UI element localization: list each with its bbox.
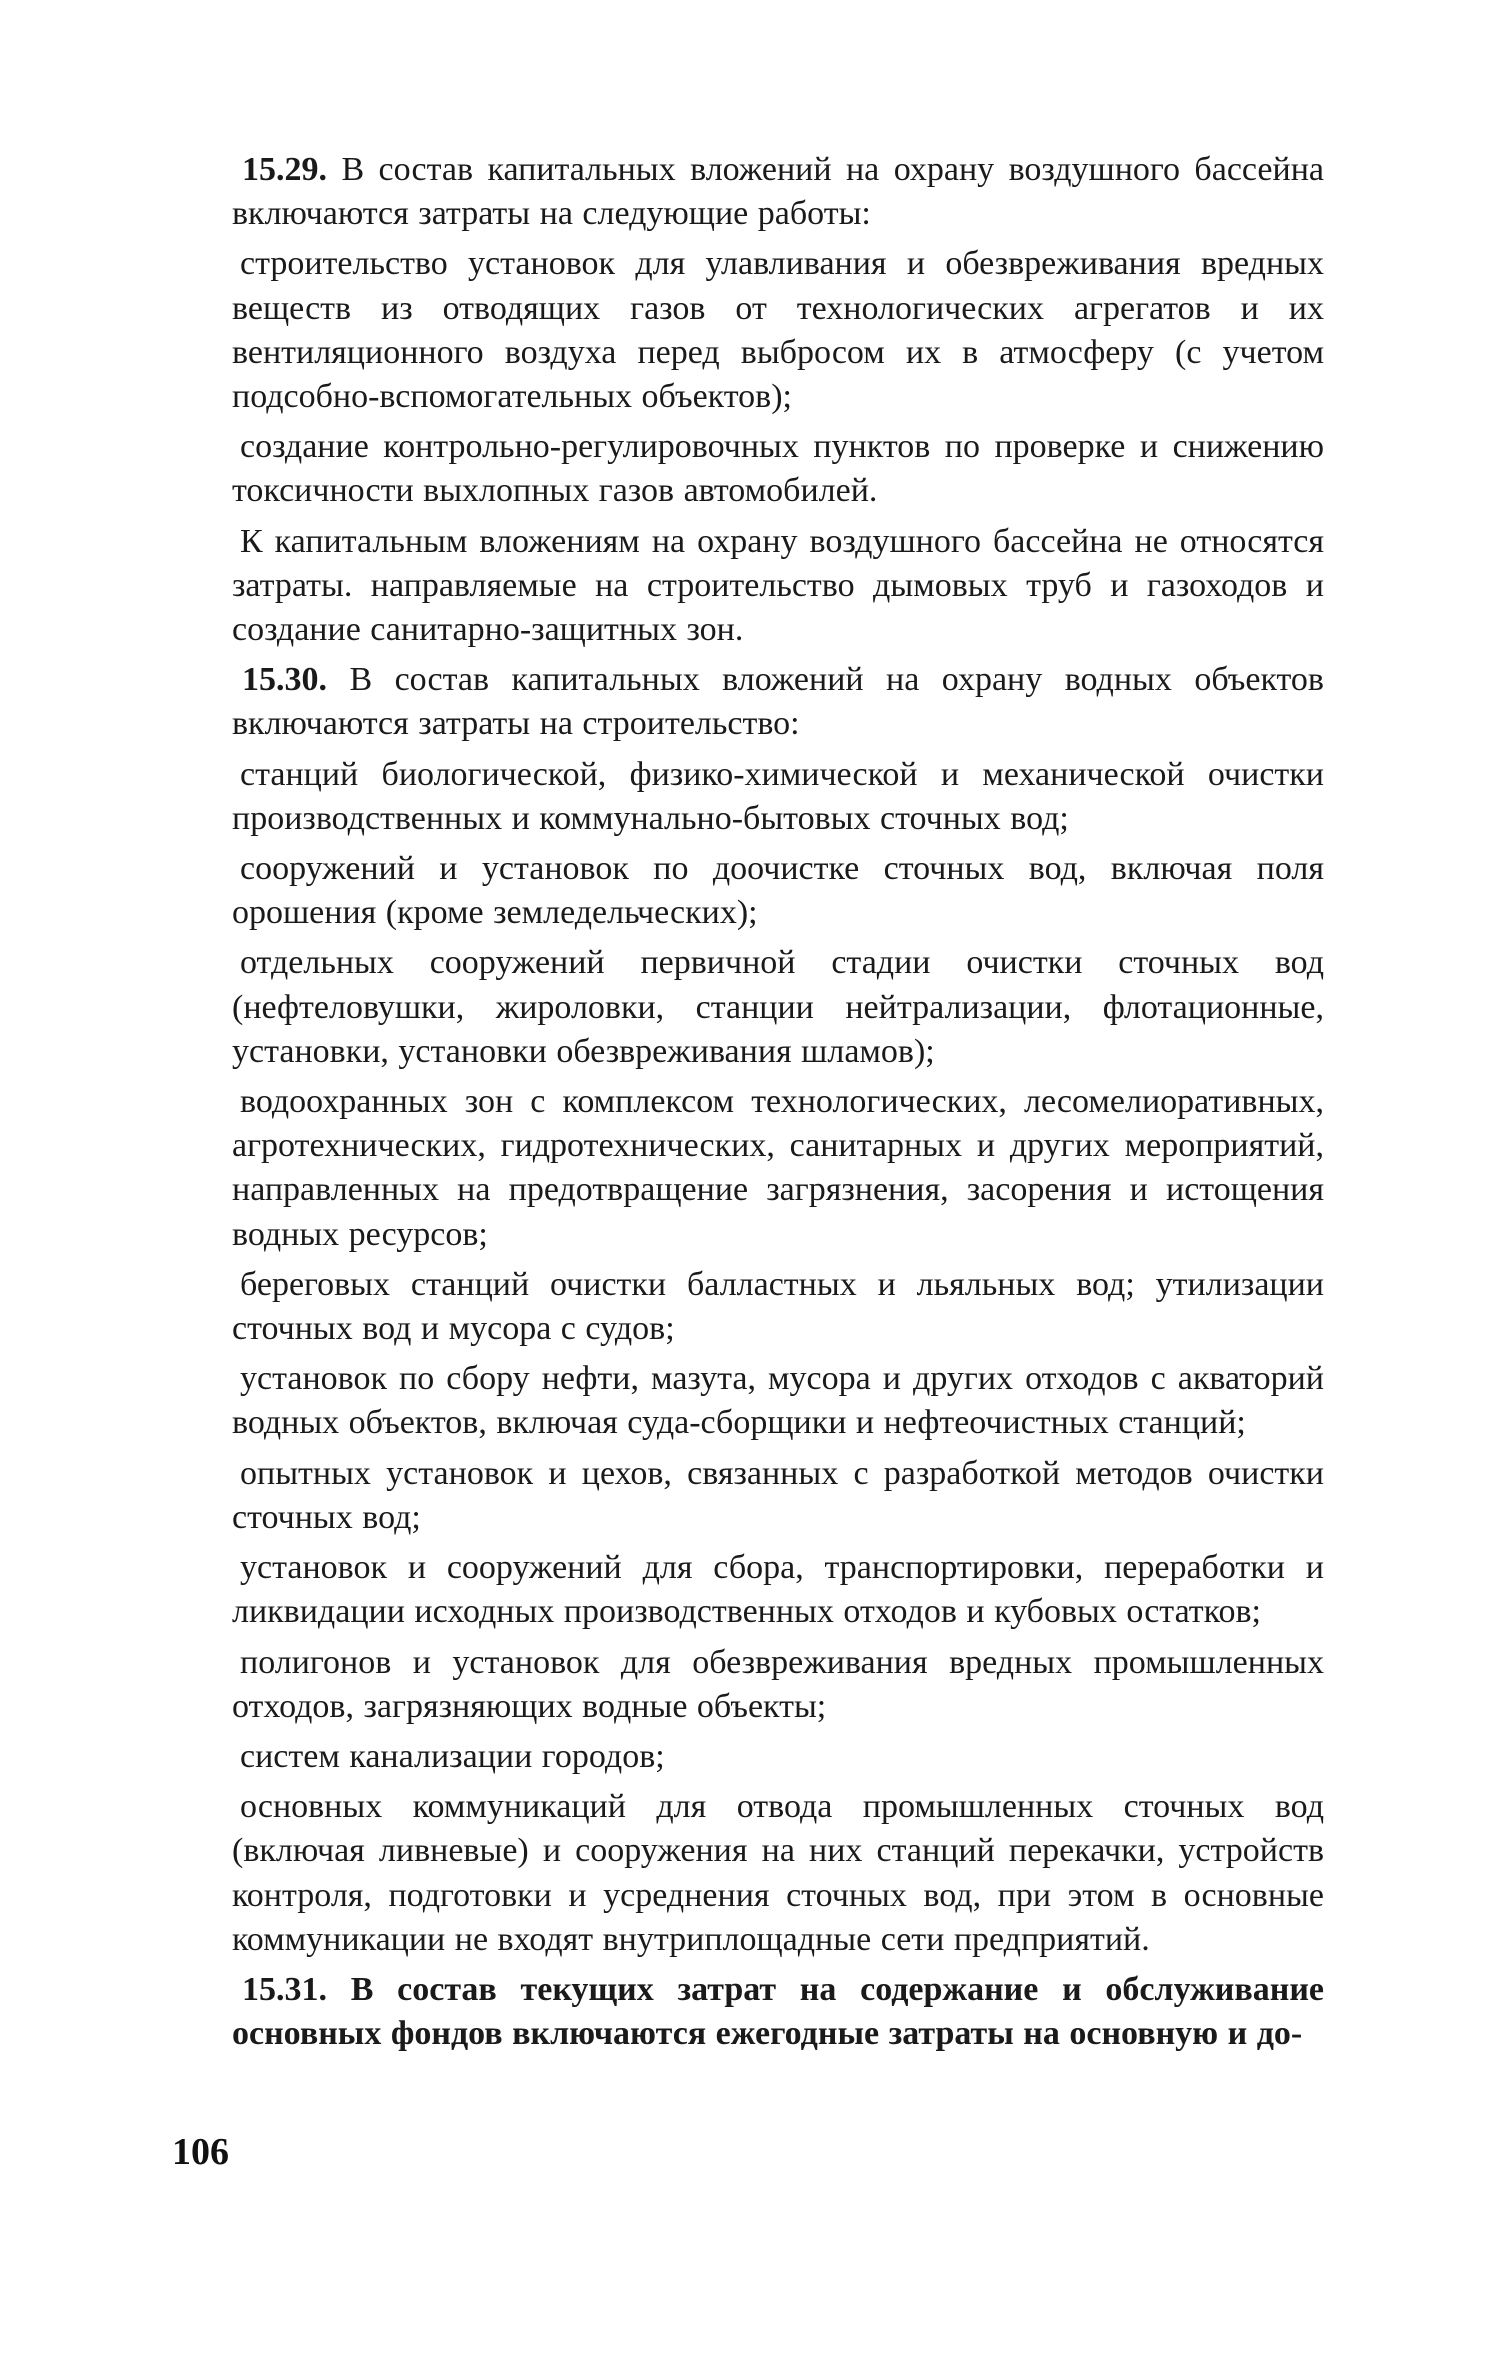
paragraph-text: сооружений и установок по доочистке сточных вод, включая поля орошения (кроме земледельческих); (232, 850, 1324, 932)
section-number: 15.30. (242, 661, 327, 699)
paragraph (232, 941, 1324, 1074)
paragraph-text: полигонов и установок для обезвреживания вредных промышленных отходов, загрязняющих водные объекты; (232, 1643, 1324, 1725)
paragraph-text: станций биологической, физико-химической и механической очистки производственных и коммунально-бытовых сточных вод; (232, 755, 1324, 837)
paragraph (232, 1735, 1324, 1779)
paragraph (232, 1357, 1324, 1445)
paragraph-text: создание контрольно-регулировочных пунктов по проверке и снижению токсичности выхлопных газов автомобилей. (232, 428, 1324, 510)
paragraph-text: К капитальным вложениям на охрану воздушного бассейна не относятся затраты. направляемые на строительство дымовых труб и газоходов и создание санитарно-защитных зон. (232, 522, 1324, 649)
paragraph-text: основных коммуникаций для отвода промышленных сточных вод (включая ливневые) и сооружения на них станций перекачки, устройств контроля, подготовки и усреднения сточных вод, при этом в основные коммуникации не входят внутриплощадные сети предприятий. (232, 1788, 1324, 1958)
section-number: 15.31. (242, 1970, 327, 2008)
paragraph (232, 1546, 1324, 1634)
paragraph (232, 1641, 1324, 1729)
paragraph-15-30 (232, 658, 1324, 746)
paragraph (232, 847, 1324, 935)
paragraph (232, 753, 1324, 841)
paragraph-text: систем канализации городов; (240, 1737, 665, 1775)
paragraph-text: опытных установок и цехов, связанных с разработкой методов очистки сточных вод; (232, 1454, 1324, 1536)
page-number: 106 (172, 2131, 229, 2173)
paragraph-15-29 (232, 148, 1324, 236)
paragraph-text: строительство установок для улавливания и обезвреживания вредных веществ из отводящих газов от технологических агрегатов и их вентиляционного воздуха перед выбросом их в атмосферу (с учетом подсобно-вспомогательных объектов); (232, 245, 1324, 416)
section-number: 15.29. (242, 151, 327, 188)
paragraph (232, 1785, 1324, 1962)
paragraph-text: отдельных сооружений первичной стадии очистки сточных вод (нефтеловушки, жироловки, станции нейтрализации, флотационные, установки, установки обезвреживания шламов); (232, 944, 1324, 1070)
paragraph (232, 520, 1324, 653)
paragraph (232, 1080, 1324, 1257)
paragraph (232, 1452, 1324, 1540)
body-text (232, 148, 1324, 2062)
paragraph-text: В состав капитальных вложений на охрану воздушного бассейна включаются затраты на следующие работы: (232, 151, 1324, 233)
paragraph-15-31 (232, 1968, 1324, 2056)
paragraph-text: водоохранных зон с комплексом технологических, лесомелиоративных, агротехнических, гидротехнических, санитарных и других мероприятий, направленных на предотвращение загрязнения, засорения и истощения водных ресурсов; (232, 1083, 1324, 1253)
paragraph-text: установок и сооружений для сбора, транспортировки, переработки и ликвидации исходных производственных отходов и кубовых остатков; (232, 1549, 1324, 1631)
paragraph (232, 242, 1324, 419)
paragraph-text: В состав текущих затрат на содержание и обслуживание основных фондов включаются ежегодные затраты на основную и до- (232, 1970, 1324, 2053)
paragraph-text: установок по сбору нефти, мазута, мусора и других отходов с акваторий водных объектов, включая суда-сборщики и нефтеочистных станций; (232, 1360, 1324, 1442)
paragraph-text: В состав капитальных вложений на охрану водных объектов включаются затраты на строительство: (232, 661, 1324, 743)
paragraph (232, 1263, 1324, 1351)
paragraph (232, 425, 1324, 513)
paragraph-text: береговых станций очистки балластных и льяльных вод; утилизации сточных вод и мусора с судов; (232, 1265, 1324, 1348)
